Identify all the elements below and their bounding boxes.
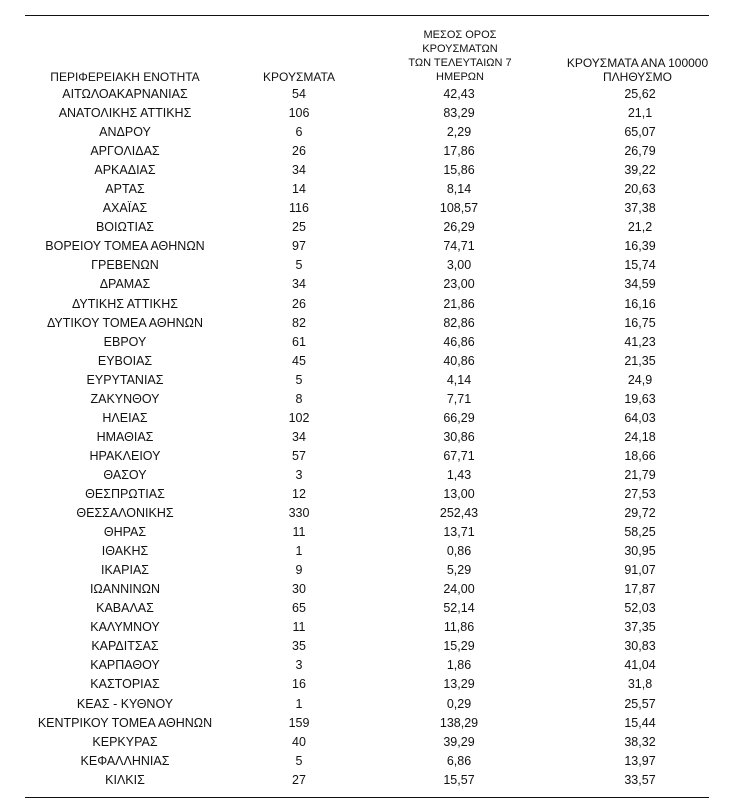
table-row: [25, 466, 709, 485]
table-row: [25, 256, 709, 275]
per100k-cell: 26,79: [624, 144, 656, 159]
per100k-cell: 65,07: [624, 125, 656, 140]
cases-cell: 8: [295, 391, 303, 406]
region-cell: ΚΕΦΑΛΛΗΝΙΑΣ: [80, 753, 170, 768]
table-row: [25, 409, 709, 428]
header-per100k: [550, 56, 725, 84]
per100k-cell: 29,72: [624, 506, 656, 521]
table-row: [25, 695, 709, 714]
avg7-cell: 23,00: [443, 277, 475, 292]
per100k-cell: 58,25: [624, 525, 656, 540]
avg7-cell: 26,29: [443, 220, 475, 235]
table-row: [25, 123, 709, 142]
avg7-cell: 4,14: [446, 372, 472, 387]
cases-cell: 25: [292, 220, 306, 235]
region-cell: ΑΡΚΑΔΙΑΣ: [94, 163, 156, 178]
table-row: [25, 561, 709, 580]
region-cell: ΖΑΚΥΝΘΟΥ: [90, 391, 160, 406]
table-row: [25, 752, 709, 771]
avg7-cell: 2,29: [446, 125, 472, 140]
per100k-cell: 37,38: [624, 201, 656, 216]
cases-cell: 102: [288, 410, 310, 425]
per100k-cell: 25,62: [624, 87, 656, 101]
region-cell: ΚΕΝΤΡΙΚΟΥ ΤΟΜΕΑ ΑΘΗΝΩΝ: [37, 715, 213, 730]
cases-cell: 5: [295, 753, 303, 768]
table-row: [25, 599, 709, 618]
table-row: [25, 161, 709, 180]
table-row: [25, 390, 709, 409]
cases-cell: 1: [295, 696, 303, 711]
per100k-cell: 33,57: [624, 772, 656, 787]
region-cell: ΕΥΡΥΤΑΝΙΑΣ: [86, 372, 164, 387]
table-row: [25, 218, 709, 237]
avg7-cell: 42,43: [443, 87, 475, 101]
avg7-cell: 0,29: [446, 696, 472, 711]
per100k-cell: 38,32: [624, 734, 656, 749]
table-row: [25, 485, 709, 504]
avg7-cell: 6,86: [446, 753, 472, 768]
avg7-cell: 138,29: [439, 715, 479, 730]
table-row: [25, 85, 709, 104]
avg7-cell: 46,86: [443, 334, 475, 349]
cases-cell: 40: [292, 734, 306, 749]
cases-cell: 3: [295, 658, 303, 673]
cases-cell: 116: [289, 201, 309, 216]
region-cell: ΘΕΣΣΑΛΟΝΙΚΗΣ: [76, 506, 174, 521]
avg7-cell: 0,86: [446, 544, 472, 559]
avg7-cell: 52,14: [443, 601, 475, 616]
cases-cell: 3: [295, 467, 303, 482]
table-row: [25, 142, 709, 161]
region-cell: ΙΚΑΡΙΑΣ: [100, 563, 150, 578]
region-cell: ΚΙΛΚΙΣ: [105, 772, 145, 787]
table-row: [25, 542, 709, 561]
cases-cell: 54: [292, 87, 306, 101]
region-cell: ΗΛΕΙΑΣ: [102, 410, 148, 425]
cases-cell: 6: [295, 125, 303, 140]
avg7-cell: 40,86: [443, 353, 475, 368]
cases-cell: 65: [292, 601, 306, 616]
table-row: [25, 618, 709, 637]
avg7-cell: 108,57: [439, 201, 479, 216]
region-cell: ΘΗΡΑΣ: [103, 525, 147, 540]
avg7-cell: 15,29: [443, 639, 475, 654]
table-row: [25, 771, 709, 790]
table-row: [25, 637, 709, 656]
region-cell: ΔΡΑΜΑΣ: [99, 277, 151, 292]
cases-cell: 26: [292, 296, 306, 311]
table-row: [25, 523, 709, 542]
avg7-cell: 39,29: [443, 734, 475, 749]
avg7-cell: 8,14: [446, 182, 472, 197]
per100k-cell: 39,22: [624, 163, 656, 178]
table-row: [25, 104, 709, 123]
region-cell: ΕΒΡΟΥ: [103, 334, 147, 349]
cases-cell: 26: [292, 144, 306, 159]
per100k-cell: 27,53: [624, 486, 656, 501]
header-cases: ΚΡΟΥΣΜΑΤΑ: [263, 70, 335, 84]
per100k-cell: 34,59: [624, 277, 656, 292]
avg7-cell: 83,29: [443, 106, 475, 121]
table-row: [25, 295, 709, 314]
table-row: [25, 314, 709, 333]
table-row: [25, 447, 709, 466]
cases-cell: 30: [292, 582, 306, 597]
avg7-cell: 13,29: [443, 677, 475, 692]
per100k-cell: 64,03: [624, 410, 656, 425]
table-body: [25, 85, 709, 790]
per100k-cell: 52,03: [624, 601, 656, 616]
per100k-cell: 16,75: [624, 315, 656, 330]
avg7-cell: 82,86: [443, 315, 475, 330]
avg7-cell: 67,71: [443, 448, 475, 463]
per100k-cell: 41,23: [624, 334, 656, 349]
cases-cell: 45: [292, 353, 306, 368]
per100k-cell: 18,66: [624, 448, 656, 463]
cases-cell: 34: [292, 429, 306, 444]
region-cell: ΑΡΓΟΛΙΔΑΣ: [90, 144, 160, 159]
per100k-cell: 15,44: [624, 715, 656, 730]
region-cell: ΚΑΡΠΑΘΟΥ: [90, 658, 160, 673]
region-cell: ΚΑΣΤΟΡΙΑΣ: [90, 677, 160, 692]
per100k-cell: 24,9: [627, 372, 653, 387]
per100k-cell: 17,87: [624, 582, 656, 597]
cases-cell: 34: [292, 163, 306, 178]
avg7-cell: 1,86: [446, 658, 472, 673]
region-cell: ΙΩΑΝΝΙΝΩΝ: [89, 582, 161, 597]
cases-cell: 1: [295, 544, 303, 559]
table-row: [25, 333, 709, 352]
cases-cell: 11: [292, 525, 306, 540]
region-cell: ΚΕΡΚΥΡΑΣ: [92, 734, 158, 749]
region-cell: ΘΑΣΟΥ: [103, 467, 147, 482]
cases-cell: 35: [292, 639, 306, 654]
per100k-cell: 25,57: [624, 696, 656, 711]
table-row: [25, 199, 709, 218]
header-per100k-line2: ΠΛΗΘΥΣΜΟ: [602, 70, 673, 84]
table-row: [25, 352, 709, 371]
cases-cell: 14: [292, 182, 306, 197]
avg7-cell: 30,86: [443, 429, 475, 444]
cases-cell: 97: [292, 239, 306, 254]
table-row: [25, 371, 709, 390]
per100k-cell: 21,1: [627, 106, 653, 121]
table-row: [25, 580, 709, 599]
avg7-cell: 66,29: [443, 410, 475, 425]
region-cell: ΕΥΒΟΙΑΣ: [97, 353, 153, 368]
avg7-cell: 1,43: [446, 467, 472, 482]
avg7-cell: 252,43: [439, 506, 479, 521]
region-cell: ΑΝΑΤΟΛΙΚΗΣ ΑΤΤΙΚΗΣ: [58, 106, 192, 121]
cases-cell: 57: [292, 448, 306, 463]
table-row: [25, 656, 709, 675]
per100k-cell: 13,97: [624, 753, 656, 768]
table-row: [25, 504, 709, 523]
per100k-cell: 15,74: [624, 258, 656, 273]
table-row: [25, 675, 709, 694]
avg7-cell: 13,71: [443, 525, 475, 540]
table-row: [25, 237, 709, 256]
table-row: [25, 428, 709, 447]
per100k-cell: 20,63: [624, 182, 656, 197]
region-cell: ΑΝΔΡΟΥ: [99, 125, 151, 140]
avg7-cell: 5,29: [446, 563, 472, 578]
cases-cell: 330: [288, 506, 310, 521]
region-cell: ΙΘΑΚΗΣ: [101, 544, 149, 559]
header-avg7-line1: ΜΕΣΟΣ ΟΡΟΣ ΚΡΟΥΣΜΑΤΩΝ: [422, 29, 498, 55]
avg7-cell: 15,86: [443, 163, 475, 178]
header-avg7-line2: ΤΩΝ ΤΕΛΕΥΤΑΙΩΝ 7 ΗΜΕΡΩΝ: [408, 57, 512, 83]
cases-cell: 61: [292, 334, 306, 349]
header-region: ΠΕΡΙΦΕΡΕΙΑΚΗ ΕΝΟΤΗΤΑ: [50, 70, 200, 84]
header-avg7: [385, 28, 535, 84]
region-cell: ΔΥΤΙΚΗΣ ΑΤΤΙΚΗΣ: [72, 296, 178, 311]
cases-cell: 159: [288, 715, 310, 730]
cases-cell: 12: [292, 486, 306, 501]
region-cell: ΗΡΑΚΛΕΙΟΥ: [89, 448, 161, 463]
region-cell: ΔΥΤΙΚΟΥ ΤΟΜΕΑ ΑΘΗΝΩΝ: [46, 315, 204, 330]
region-cell: ΑΧΑΪΑΣ: [102, 201, 148, 216]
avg7-cell: 3,00: [446, 258, 472, 273]
avg7-cell: 15,57: [443, 772, 475, 787]
region-cell: ΚΑΡΔΙΤΣΑΣ: [91, 639, 159, 654]
table-header: [25, 29, 709, 84]
bottom-rule: [25, 797, 709, 798]
avg7-cell: 17,86: [443, 144, 475, 159]
region-cell: ΚΕΑΣ - ΚΥΘΝΟΥ: [76, 696, 174, 711]
per100k-cell: 19,63: [624, 391, 656, 406]
avg7-cell: 74,71: [443, 239, 475, 254]
table-row: [25, 733, 709, 752]
per100k-cell: 37,35: [624, 620, 656, 635]
table-row: [25, 275, 709, 294]
avg7-cell: 7,71: [446, 391, 472, 406]
cases-cell: 11: [292, 620, 306, 635]
cases-cell: 27: [292, 772, 306, 787]
region-cell: ΗΜΑΘΙΑΣ: [96, 429, 154, 444]
per100k-cell: 16,39: [624, 239, 656, 254]
header-per100k-line1: ΚΡΟΥΣΜΑΤΑ ΑΝΑ 100000: [566, 56, 709, 70]
cases-cell: 16: [292, 677, 306, 692]
cases-cell: 106: [288, 106, 310, 121]
cases-cell: 5: [295, 258, 303, 273]
table-row: [25, 180, 709, 199]
avg7-cell: 21,86: [443, 296, 475, 311]
per100k-cell: 91,07: [624, 563, 656, 578]
region-cell: ΑΙΤΩΛΟΑΚΑΡΝΑΝΙΑΣ: [62, 87, 188, 101]
avg7-cell: 24,00: [443, 582, 475, 597]
avg7-cell: 11,86: [443, 620, 475, 635]
top-rule: [25, 15, 709, 16]
region-cell: ΒΟΙΩΤΙΑΣ: [95, 220, 155, 235]
region-cell: ΘΕΣΠΡΩΤΙΑΣ: [85, 486, 165, 501]
per100k-cell: 30,95: [624, 544, 656, 559]
per100k-cell: 31,8: [627, 677, 653, 692]
per100k-cell: 30,83: [624, 639, 656, 654]
cases-cell: 82: [292, 315, 306, 330]
table-row: [25, 714, 709, 733]
region-cell: ΓΡΕΒΕΝΩΝ: [91, 258, 159, 273]
region-cell: ΒΟΡΕΙΟΥ ΤΟΜΕΑ ΑΘΗΝΩΝ: [45, 239, 205, 254]
per100k-cell: 21,79: [624, 467, 656, 482]
per100k-cell: 21,2: [627, 220, 653, 235]
cases-cell: 34: [292, 277, 306, 292]
region-cell: ΚΑΒΑΛΑΣ: [96, 601, 154, 616]
per100k-cell: 21,35: [624, 353, 656, 368]
region-cell: ΑΡΤΑΣ: [105, 182, 145, 197]
per100k-cell: 24,18: [624, 429, 656, 444]
cases-cell: 5: [295, 372, 303, 387]
cases-cell: 9: [295, 563, 303, 578]
per100k-cell: 16,16: [624, 296, 656, 311]
avg7-cell: 13,00: [443, 486, 475, 501]
per100k-cell: 41,04: [624, 658, 656, 673]
region-cell: ΚΑΛΥΜΝΟΥ: [90, 620, 160, 635]
